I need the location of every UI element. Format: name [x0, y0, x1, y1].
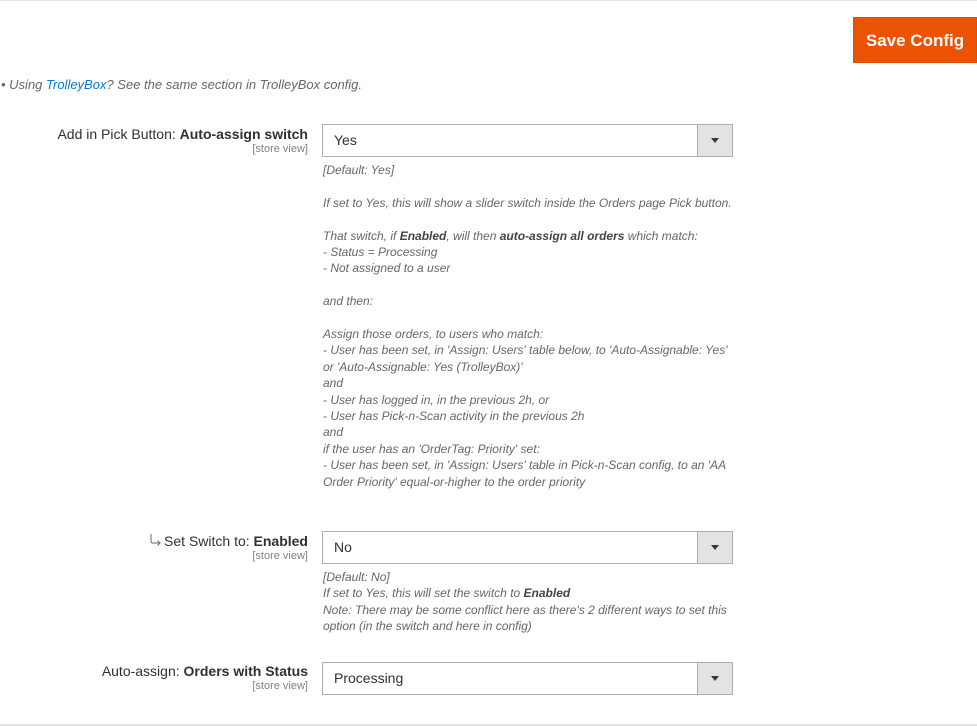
- note-line: and then:: [323, 294, 374, 309]
- select-value: Processing: [334, 670, 404, 686]
- note-line: - User has Pick-n-Scan activity in the previous 2h: [323, 409, 585, 424]
- chevron-down-icon: [697, 663, 732, 694]
- note-default: [Default: Yes]: [323, 163, 395, 177]
- label-prefix: Auto-assign:: [101, 663, 184, 679]
- trolleybox-notice: [1, 77, 362, 92]
- note-paragraph: If set to Yes, this will show a slider switch inside the Orders page Pick button.: [323, 195, 732, 210]
- scope-label: [store view]: [252, 680, 308, 692]
- note-paragraph: That switch, if Enabled, will then auto-assign all orders which match:: [323, 228, 698, 243]
- scope-label: [store view]: [252, 550, 308, 562]
- label-bold: Enabled: [253, 533, 308, 549]
- select-value: No: [334, 539, 352, 555]
- sub-arrow-icon: [148, 533, 162, 547]
- note-line: and: [323, 376, 344, 391]
- notice-prefix: • Using: [1, 77, 47, 92]
- chevron-down-icon: [697, 532, 732, 563]
- note-line: Note: There may be some conflict here as there's 2 different ways to set this option (in the switch and here in config): [323, 602, 727, 634]
- note-line: - Status = Processing: [323, 245, 438, 259]
- note-line: - User has logged in, in the previous 2h, or: [323, 392, 550, 407]
- auto-assign-switch-note: [323, 162, 738, 490]
- select-value: Yes: [334, 132, 357, 148]
- top-divider: [0, 0, 977, 1]
- label-bold: Auto-assign switch: [179, 126, 308, 142]
- set-switch-note: [323, 569, 738, 635]
- note-default: [Default: No]: [323, 570, 390, 584]
- note-line: if the user has an 'OrderTag: Priority' set:: [323, 441, 540, 456]
- field-auto-assign-switch-label: [57, 125, 308, 156]
- label-bold: Orders with Status: [183, 663, 308, 679]
- chevron-down-icon: [697, 125, 732, 156]
- auto-assign-switch-select[interactable]: [322, 124, 733, 157]
- scope-label: [store view]: [252, 143, 308, 155]
- notice-suffix: ? See the same section in TrolleyBox config.: [106, 77, 363, 92]
- field-set-switch-label: [148, 532, 308, 563]
- save-config-button[interactable]: Save Config: [853, 17, 977, 63]
- note-line: Assign those orders, to users who match:: [323, 327, 544, 341]
- note-line: - Not assigned to a user: [323, 261, 451, 276]
- note-line: and: [323, 425, 344, 440]
- set-switch-enabled-select[interactable]: [322, 531, 733, 564]
- label-prefix: Add in Pick Button:: [57, 126, 180, 142]
- label-prefix: Set Switch to:: [164, 533, 254, 549]
- note-line: If set to Yes, this will set the switch to Enabled: [323, 586, 571, 601]
- orders-with-status-select[interactable]: [322, 662, 733, 695]
- field-orders-with-status-label: [102, 662, 308, 693]
- trolleybox-link[interactable]: TrolleyBox: [46, 77, 107, 92]
- note-line: - User has been set, in 'Assign: Users' table below, to 'Auto-Assignable: Yes' or 'Auto-Assignable: Yes (TrolleyBox)': [323, 343, 728, 374]
- note-line: - User has been set, in 'Assign: Users' table in Pick-n-Scan config, to an 'AA Order Priority' equal-or-higher to the order priority: [323, 458, 726, 489]
